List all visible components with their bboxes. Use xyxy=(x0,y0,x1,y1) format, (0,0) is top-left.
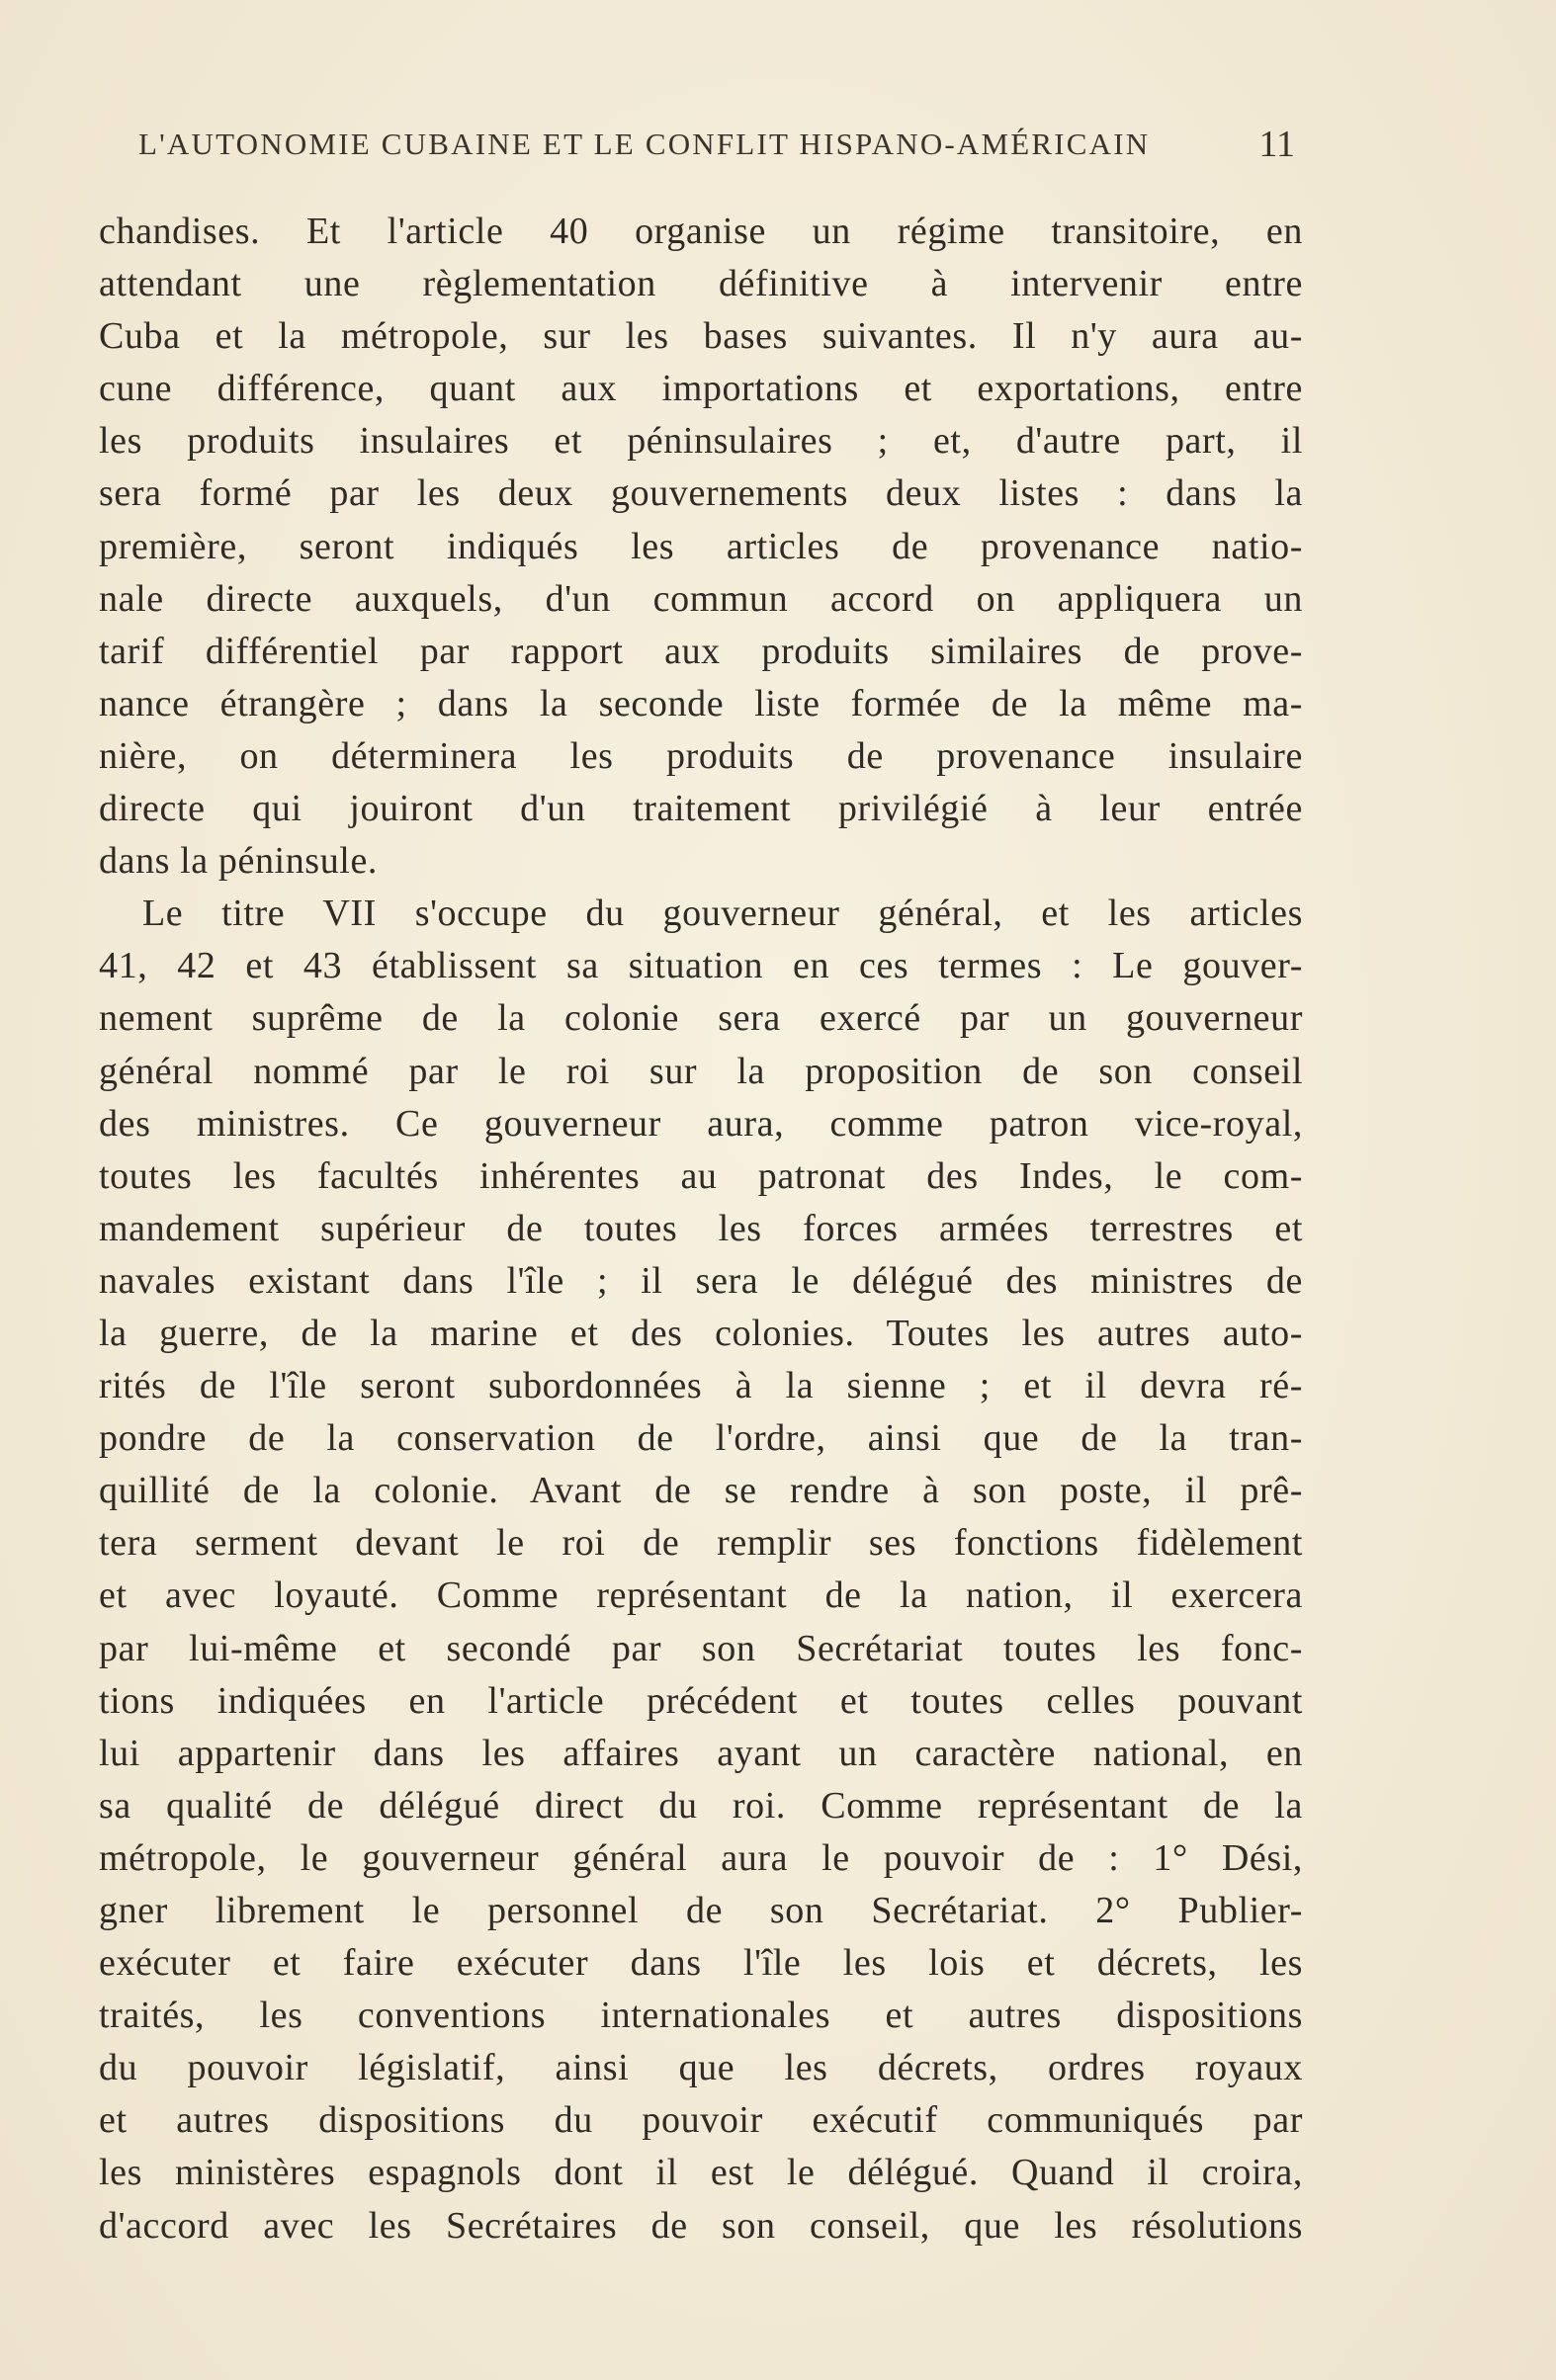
text-line: nière, on déterminera les produits de provenance insulaire xyxy=(99,734,1303,777)
paragraph-first-line: Le titre VII s'occupe du gouverneur général, et les articles xyxy=(142,892,1303,935)
text-line: première, seront indiqués les articles de provenance natio- xyxy=(99,525,1303,567)
page-header xyxy=(138,124,1295,174)
text-line: gner librement le personnel de son Secrétariat. 2° Publier- xyxy=(99,1890,1303,1931)
text-line: par lui-même et secondé par son Secrétariat toutes les fonc- xyxy=(99,1627,1303,1669)
text-line: toutes les facultés inhérentes au patronat des Indes, le com- xyxy=(99,1154,1303,1197)
text-line: général nommé par le roi sur la proposition de son conseil xyxy=(99,1050,1303,1092)
text-line: pondre de la conservation de l'ordre, ainsi que de la tran- xyxy=(99,1417,1303,1460)
text-line: attendant une règlementation définitive à intervenir entre xyxy=(99,263,1303,305)
text-line: exécuter et faire exécuter dans l'île les lois et décrets, les xyxy=(99,1942,1303,1985)
text-line: chandises. Et l'article 40 organise un régime transitoire, en xyxy=(99,211,1303,252)
text-line: sa qualité de délégué direct du roi. Comme représentant de la xyxy=(99,1784,1303,1827)
text-line: nale directe auxquels, d'un commun accord on appliquera un xyxy=(99,577,1303,620)
text-line: sera formé par les deux gouvernements deux listes : dans la xyxy=(99,472,1303,515)
text-line: directe qui jouiront d'un traitement privilégié à leur entrée xyxy=(99,788,1303,830)
body-text xyxy=(99,206,1303,2252)
text-line: des ministres. Ce gouverneur aura, comme patron vice-royal, xyxy=(99,1102,1303,1145)
text-line: mandement supérieur de toutes les forces armées terrestres et xyxy=(99,1207,1303,1249)
text-line: cune différence, quant aux importations et exportations, entre xyxy=(99,368,1303,410)
text-line: 41, 42 et 43 établissent sa situation en ces termes : Le gouver- xyxy=(99,945,1303,987)
text-line: nance étrangère ; dans la seconde liste formée de la même ma- xyxy=(99,682,1303,724)
text-line: tera serment devant le roi de remplir ses fonctions fidèlement xyxy=(99,1522,1303,1565)
text-line: traités, les conventions internationales et autres dispositions xyxy=(99,1995,1303,2037)
text-line: tarif différentiel par rapport aux produits similaires de prove- xyxy=(99,630,1303,672)
text-line: tions indiquées en l'article précédent et toutes celles pouvant xyxy=(99,1679,1303,1722)
text-line: navales existant dans l'île ; il sera le délégué des ministres de xyxy=(99,1259,1303,1302)
text-line: et avec loyauté. Comme représentant de la nation, il exercera xyxy=(99,1574,1303,1617)
text-line: métropole, le gouverneur général aura le pouvoir de : 1° Dési, xyxy=(99,1836,1303,1879)
text-line: la guerre, de la marine et des colonies. Toutes les autres auto- xyxy=(99,1312,1303,1354)
page-number: 11 xyxy=(1258,124,1295,165)
paragraph-last-line: dans la péninsule. xyxy=(99,840,379,883)
text-line: quillité de la colonie. Avant de se rendre à son poste, il prê- xyxy=(99,1470,1303,1512)
text-line: et autres dispositions du pouvoir exécutif communiqués par xyxy=(99,2099,1303,2142)
text-line: rités de l'île seront subordonnées à la sienne ; et il devra ré- xyxy=(99,1365,1303,1407)
text-line: du pouvoir législatif, ainsi que les décrets, ordres royaux xyxy=(99,2047,1303,2089)
text-line: Cuba et la métropole, sur les bases suivantes. Il n'y aura au- xyxy=(99,315,1303,358)
running-head: L'AUTONOMIE CUBAINE ET LE CONFLIT HISPANO-AMÉRICAIN xyxy=(138,127,1151,161)
text-line: d'accord avec les Secrétaires de son conseil, que les résolutions xyxy=(99,2204,1303,2247)
text-line: lui appartenir dans les affaires ayant un caractère national, en xyxy=(99,1732,1303,1774)
text-line: les ministères espagnols dont il est le délégué. Quand il croira, xyxy=(99,2152,1303,2194)
text-line: nement suprême de la colonie sera exercé par un gouverneur xyxy=(99,997,1303,1040)
text-line: les produits insulaires et péninsulaires ; et, d'autre part, il xyxy=(99,420,1303,463)
